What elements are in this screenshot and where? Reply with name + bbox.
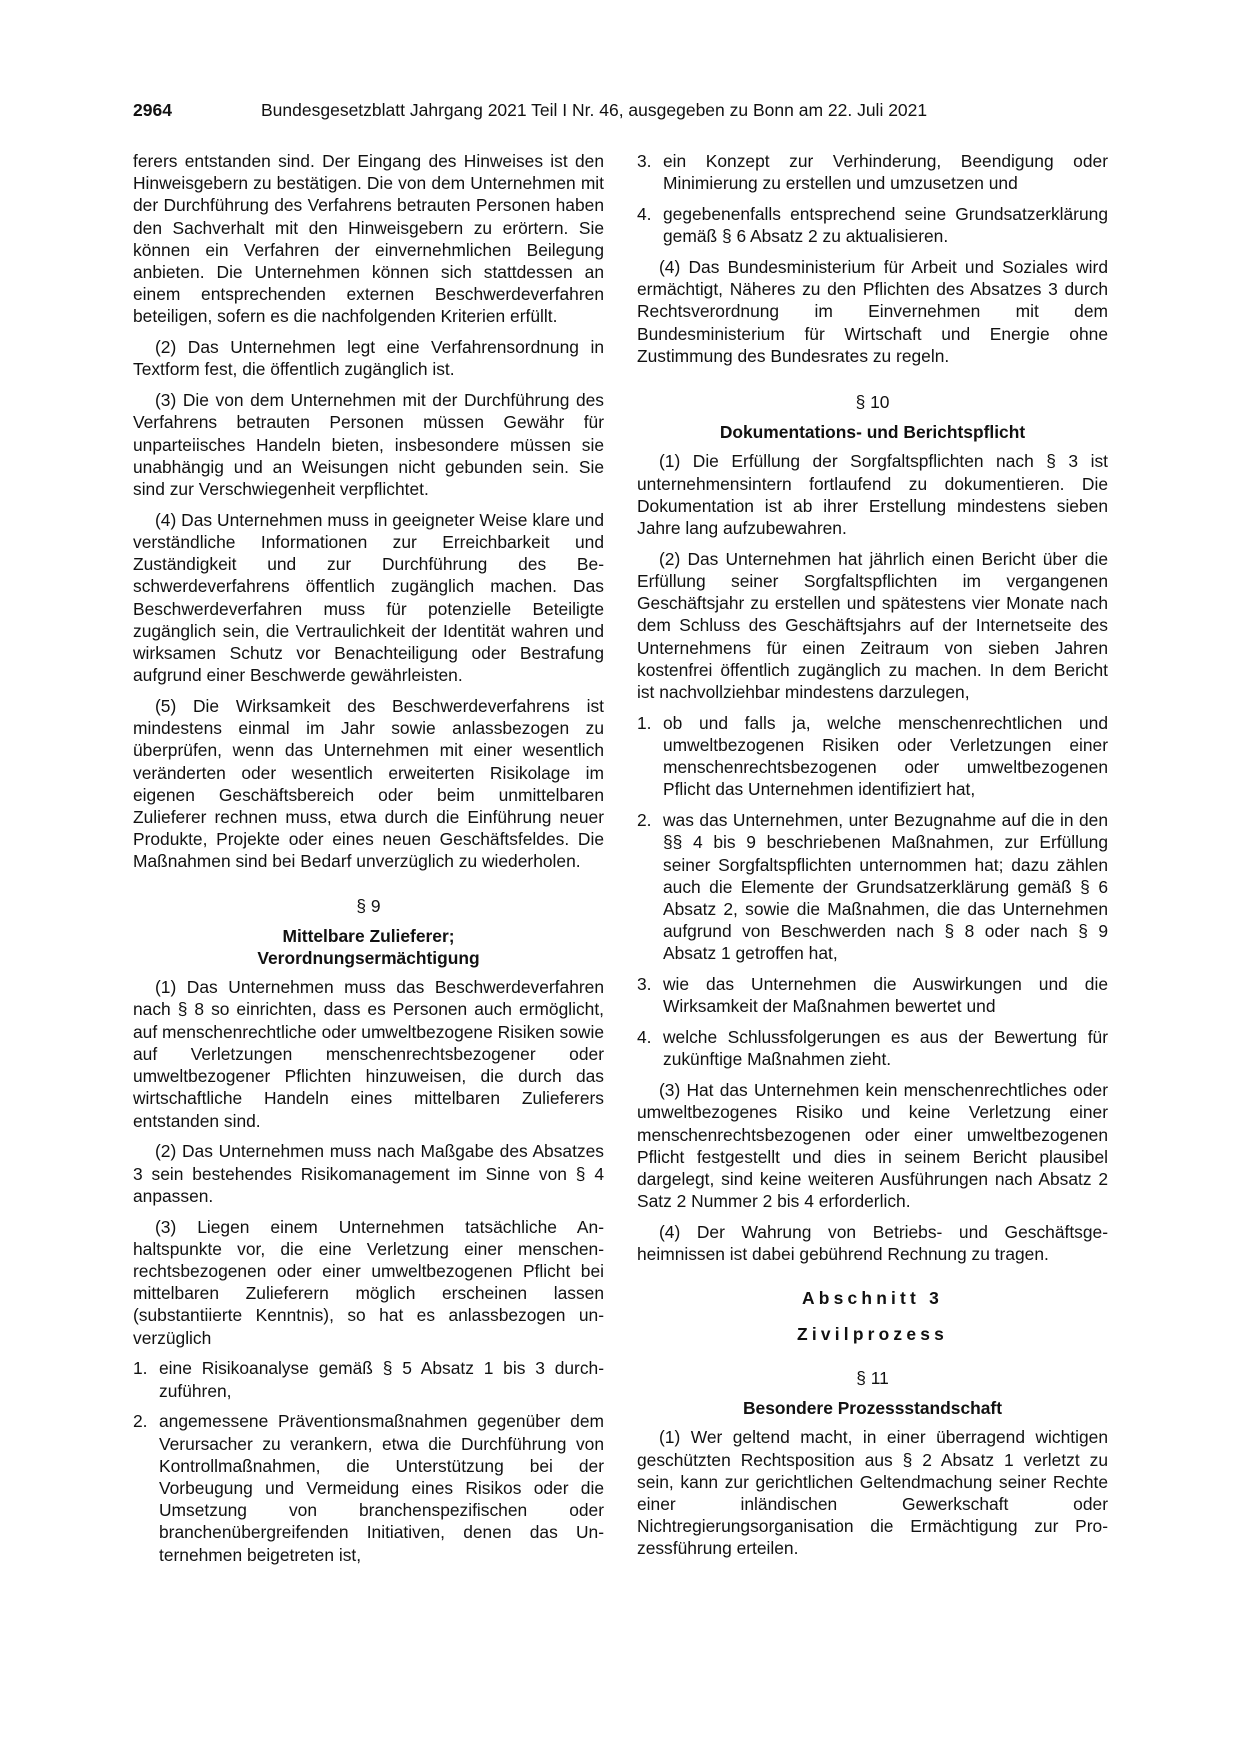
section-9-title-line-1: Mittelbare Zulieferer;	[282, 925, 455, 946]
paragraph-10-3: (3) Hat das Unternehmen kein menschenrechtliches oder umweltbezogenes Risiko und keine Verletzung einer menschenrechtsbezogenen oder einer umweltbezogenen Pflicht festgestellt und dies in seinem Bericht plausibel dargelegt, sind keine weiteren Ausführungen nach Absatz 2 Satz 2 Nummer 2 bis 4 erforderlich.	[637, 1080, 1108, 1212]
list-item-number: 2.	[133, 1411, 148, 1432]
paragraph-8-3: (3) Die von dem Unternehmen mit der Durchführung des Verfahrens betrauten Personen müssen Gewähr für unparteiisches Handeln bieten, insbesondere müssen sie unabhängig und an Weisungen nicht gebunden sein. Sie sind zur Verschwiegenheit verpflichtet.	[133, 390, 604, 500]
list-item-number: 3.	[637, 151, 652, 171]
paragraph-10-2: (2) Das Unternehmen hat jährlich einen Bericht über die Erfüllung seiner Sorgfaltspflichten im vergangenen Geschäftsjahr zu erstellen und spätestens vier Monate nach dem Schluss des Geschäftsjahrs auf der Internetseite des Unternehmens für einen Zeitraum von sieben Jahren kostenfrei öffentlich zugänglich zu machen. In dem Bericht ist nachvollziehbar mindestens darzulegen,	[637, 548, 1108, 703]
list-item	[637, 973, 1108, 1017]
paragraph-11-1: (1) Wer geltend macht, in einer überragend wichtigen geschützten Rechtsposition aus § 2 Absatz 1 verletzt zu sein, kann zur gerichtlichen Geltendmachung seiner Rechte einer inländischen Gewerkschaft oder Nichtregierungsorganisation die Ermächtigung zur Prozessführung erteilen.	[637, 1427, 1108, 1559]
chapter-title: Zivilprozess	[797, 1323, 948, 1344]
gazette-title: Bundesgesetzblatt Jahrgang 2021 Teil I Nr. 46, ausgegeben zu Bonn am 22. Juli 2021	[261, 100, 928, 120]
left-column	[133, 150, 604, 1574]
list-item	[133, 1410, 604, 1565]
page-header	[133, 99, 1113, 121]
list-item	[637, 809, 1108, 964]
list-item-number: 1.	[637, 712, 652, 733]
list-item-text: ob und falls ja, welche menschenrechtlichen und umweltbezogenen Risiken oder Verletzungen einer menschenrechtsbezogenen oder umweltbezogenen Pflicht das Unternehmen identifiziert hat,	[663, 712, 1108, 800]
list-item-text: angemessene Präventionsmaßnahmen gegenüber dem Verursacher zu verankern, etwa die Durchführung von Kontrollmaßnahmen, die Unterstützung bei der Vorbeugung und Vermeidung eines Risikos oder die Umsetzung von branchenspezifischen oder branchenübergreifenden Initiativen, denen das Unternehmen beigetreten ist,	[159, 1411, 604, 1565]
paragraph-9-2: (2) Das Unternehmen muss nach Maßgabe des Absatzes 3 sein bestehendes Risikomanagement im Sinne von § 4 anpassen.	[133, 1141, 604, 1206]
section-9-number: § 9	[356, 895, 381, 916]
list-item-number: 4.	[637, 204, 652, 224]
paragraph-9-4: (4) Das Bundesministerium für Arbeit und Soziales wird ermächtigt, Näheres zu den Pflichten des Absatzes 3 durch Rechtsverordnung im Einvernehmen mit dem Bundesministerium für Wirtschaft und Energie ohne Zustimmung des Bundesrates zu regeln.	[637, 257, 1108, 366]
section-10-number: § 10	[855, 392, 890, 413]
right-column	[637, 150, 1108, 1568]
list-item-number: 4.	[637, 1027, 652, 1048]
list-item-number: 3.	[637, 974, 652, 995]
section-10-list	[637, 712, 1108, 1071]
paragraph-10-4: (4) Der Wahrung von Betriebs- und Geschäftsgeheimnissen ist dabei gebührend Rechnung zu tragen.	[637, 1222, 1108, 1265]
paragraph-10-1: (1) Die Erfüllung der Sorgfaltspflichten nach § 3 ist unternehmensintern fortlaufend zu dokumentieren. Die Dokumentation ist ab ihrer Erstellung mindestens sieben Jahre lang aufzubewahren.	[637, 451, 1108, 539]
paragraph-8-5: (5) Die Wirksamkeit des Beschwerdeverfahrens ist mindestens einmal im Jahr sowie anlassbezogen zu überprüfen, wenn das Unternehmen mit einer wesentlich veränderten oder wesentlich erweiterten Risikolage im eigenen Geschäftsbereich oder beim unmittelbaren Zulieferer rechnen muss, etwa durch die Einführung neuer Produkte, Projekte oder eines neuen Geschäftsfeldes. Die Maßnahmen sind bei Bedarf unverzüglich zu wiederholen.	[133, 696, 604, 872]
section-9-list-right	[637, 150, 1108, 247]
list-item	[133, 1357, 604, 1401]
paragraph-8-4: (4) Das Unternehmen muss in geeigneter Weise klare und verständliche Informationen zur Erreichbarkeit und Zuständigkeit und zur Durchführung des Beschwerdeverfahrens öffentlich zugänglich machen. Das Beschwerdeverfahren muss für potenzielle Beteiligte zugänglich sein, die Vertraulichkeit der Identität wahren und wirksamen Schutz vor Benachteiligung oder Bestrafung aufgrund einer Beschwerde gewährleisten.	[133, 509, 604, 686]
paragraph-9-3: (3) Liegen einem Unternehmen tatsächliche Anhaltspunkte vor, die eine Verletzung einer menschenrechtsbezogenen oder einer umweltbezogenen Pflicht bei mittelbaren Zulieferern möglich erscheinen lassen (substantiierte Kenntnis), so hat es anlassbezogen unverzüglich	[133, 1216, 604, 1348]
section-9-title-line-2: Verordnungsermächtigung	[257, 948, 480, 969]
page-number: 2964	[133, 100, 172, 120]
section-11-number: § 11	[856, 1367, 889, 1388]
list-item-text: eine Risikoanalyse gemäß § 5 Absatz 1 bis 3 durchzuführen,	[159, 1358, 604, 1401]
list-item-text: was das Unternehmen, unter Bezugnahme auf die in den §§ 4 bis 9 beschriebenen Maßnahmen, zur Erfüllung seiner Sorgfaltspflichten unternommen hat; dazu zählen auch die Elemente der Grundsatzerklärung gemäß § 6 Absatz 2, sowie die Maßnahmen, die das Unternehmen aufgrund von Beschwerden nach § 8 oder nach § 9 Absatz 1 getroffen hat,	[663, 810, 1108, 964]
list-item-number: 1.	[133, 1358, 148, 1379]
list-item-text: gegebenenfalls entsprechend seine Grundsatzerklärung gemäß § 6 Absatz 2 zu aktualisieren.	[663, 204, 1108, 247]
list-item-text: wie das Unternehmen die Auswirkungen und die Wirksamkeit der Maßnahmen bewertet und	[663, 974, 1108, 1017]
chapter-heading: Abschnitt 3	[802, 1288, 943, 1309]
list-item	[637, 1026, 1108, 1070]
list-item-text: welche Schlussfolgerungen es aus der Bewertung für zukünftige Maßnahmen zieht.	[663, 1027, 1108, 1070]
paragraph-8-2: (2) Das Unternehmen legt eine Verfahrensordnung in Textform fest, die öffentlich zugänglich ist.	[133, 337, 604, 380]
section-11-title: Besondere Prozessstandschaft	[742, 1398, 1003, 1419]
list-item	[637, 712, 1108, 801]
paragraph-continued: ferers entstanden sind. Der Eingang des Hinweises ist den Hinweisgebern zu bestätigen. Die von dem Unternehmen mit der Durchführung des Verfahrens betrauten Personen haben den Sachverhalt mit den Hinweisgebern zu erörtern. Sie können ein Verfahren der einvernehmlichen Beilegung anbieten. Die Unternehmen können sich stattdessen an einem entsprechenden externen Beschwerdeverfahren beteiligen, sofern es die nachfolgenden Kriterien erfüllt.	[133, 151, 604, 327]
list-item	[637, 150, 1108, 194]
section-9-list-left	[133, 1357, 604, 1565]
paragraph-9-1: (1) Das Unternehmen muss das Beschwerdeverfahren nach § 8 so einrichten, dass es Personen auch ermöglicht, auf menschenrechtliche oder umweltbezogene Risiken sowie auf Verletzungen menschenrechtsbezogener oder umweltbezogener Pflichten hinzuweisen, die durch das wirtschaftliche Handeln eines mittelbaren Zulieferers entstanden sind.	[133, 977, 604, 1131]
list-item-text: ein Konzept zur Verhinderung, Beendigung oder Minimierung zu erstellen und umzusetzen und	[663, 151, 1108, 194]
section-10-title: Dokumentations- und Berichtspflicht	[719, 422, 1026, 443]
list-item-number: 2.	[637, 810, 652, 831]
list-item	[637, 203, 1108, 247]
